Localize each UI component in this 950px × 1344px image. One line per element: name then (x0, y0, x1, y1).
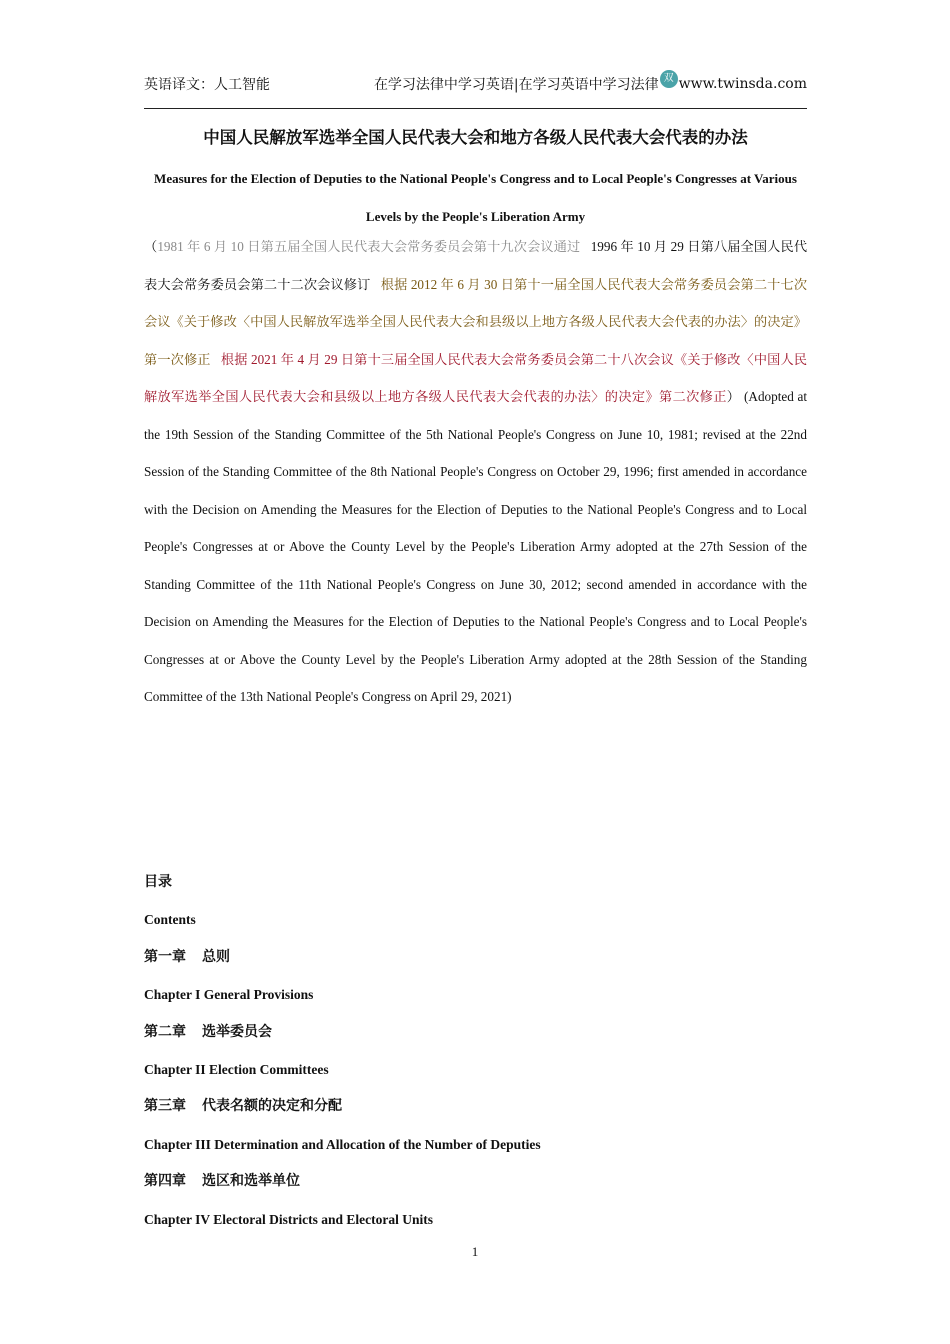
chapter-title: 选区和选举单位 (202, 1174, 300, 1190)
toc-chapter-3-en[interactable]: Chapter III Determination and Allocation of the Number of Deputies (144, 1136, 541, 1152)
chapter-number: 第四章 (144, 1174, 186, 1190)
table-of-contents (144, 864, 807, 1238)
chapter-title: 代表名额的决定和分配 (202, 1099, 342, 1115)
chapter-number: 第一章 (144, 949, 186, 965)
history-english: (Adopted at the 19th Session of the Standing Committee of the 5th National People's Congress on June 10, 1981; revised at the 22nd Session of the Standing Committee of the 8th National People's Congress on October 29, 1996; first amended in accordance with the Decision on Amending the Measures for the Election of Deputies to the National People's Congress and to Local People's Congresses at or Above the County Level by the People's Liberation Army adopted at the 27th Session of the Standing Committee of the 11th National People's Congress on June 30, 2012; second amended in accordance with the Decision on Amending the Measures for the Election of Deputies to the National People's Congress and to Local People's Congresses at or Above the County Level by the People's Liberation Army adopted at the 28th Session of the Standing Committee of the 13th National People's Congress on April 29, 2021) (144, 389, 808, 704)
chapter-title: 总则 (202, 949, 230, 965)
header-slogan (374, 74, 807, 94)
page-header (144, 70, 807, 96)
chapter-title: 选举委员会 (202, 1024, 272, 1040)
chapter-number: 第三章 (144, 1099, 186, 1115)
open-paren: （ (144, 239, 158, 254)
header-divider (144, 108, 807, 109)
history-2021: 根据 2021 年 4 月 29 日第十三届全国人民代表大会常务委员会第二十八次会议《关于修改〈中国人民解放军选举全国人民代表大会和县级以上地方各级人民代表大会代表的办法〉的决定》第二次修正 (144, 351, 808, 404)
toc-chapter-4-cn[interactable] (144, 1163, 807, 1200)
toc-chapter-1-en[interactable]: Chapter I General Provisions (144, 987, 314, 1003)
toc-chapter-2-en[interactable]: Chapter II Election Committees (144, 1061, 329, 1077)
toc-heading-en: Contents (144, 912, 196, 928)
toc-heading-cn: 目录 (144, 875, 172, 890)
toc-chapter-3-cn[interactable] (144, 1088, 807, 1125)
toc-chapter-4-en[interactable]: Chapter IV Electoral Districts and Electoral Units (144, 1211, 433, 1227)
header-category: 英语译文：人工智能 (144, 77, 270, 93)
history-2012: 根据 2012 年 6 月 30 日第十一届全国人民代表大会常务委员会第二十七次会议《关于修改〈中国人民解放军选举全国人民代表大会和县级以上地方各级人民代表大会代表的办法〉的决定》第一次修正 (144, 276, 808, 367)
close-paren: ） (726, 389, 741, 404)
adoption-history (144, 228, 807, 716)
history-1996: 1996 年 10 月 29 日第八届全国人民代表大会常务委员会第二十二次会议修订 (144, 239, 808, 292)
header-url[interactable]: www.twinsda.com (678, 76, 807, 92)
history-1981: 1981 年 6 月 10 日第五届全国人民代表大会常务委员会第十九次会议通过 (157, 239, 581, 254)
toc-chapter-2-cn[interactable] (144, 1014, 807, 1051)
document-title-en: Measures for the Election of Deputies to the National People's Congress and to Local People's Congresses at Various Levels by the People's Liberation Army (154, 171, 797, 224)
page-number: 1 (471, 1244, 479, 1259)
header-slogan-text: 在学习法律中学习英语|在学习英语中学习法律 (373, 77, 659, 93)
document-title-cn: 中国人民解放军选举全国人民代表大会和地方各级人民代表大会代表的办法 (203, 128, 748, 147)
toc-chapter-1-cn[interactable] (144, 939, 807, 976)
twinsda-logo-icon: 双 (660, 70, 678, 88)
chapter-number: 第二章 (144, 1024, 186, 1040)
